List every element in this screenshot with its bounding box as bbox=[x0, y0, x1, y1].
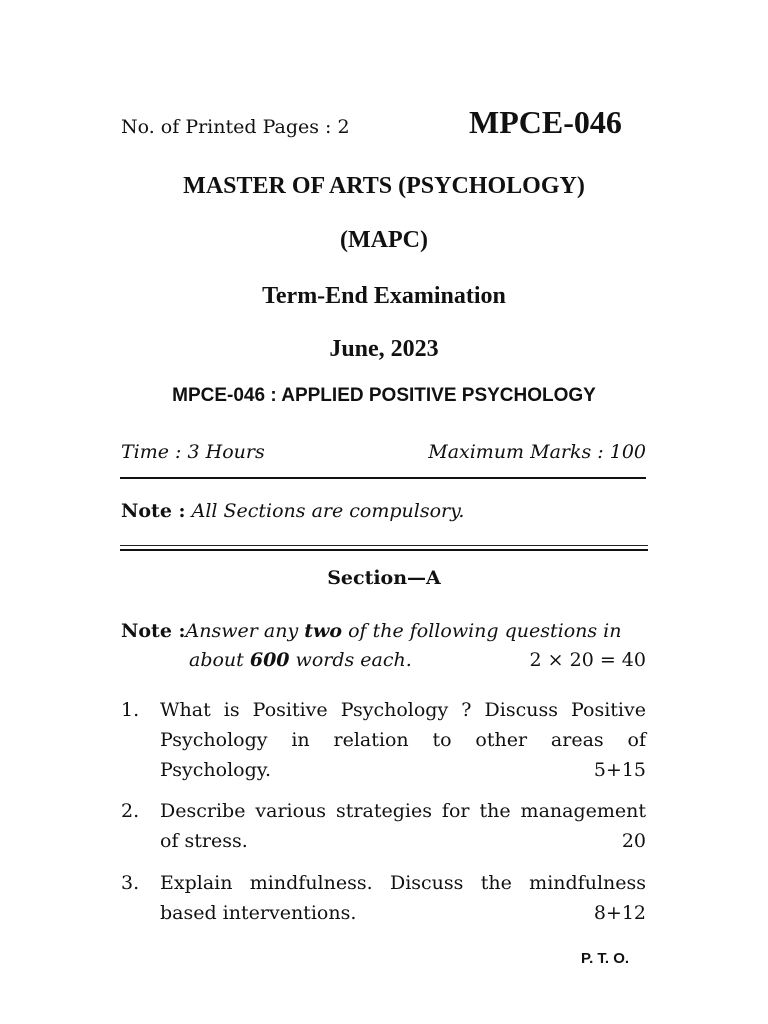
time-marks-row bbox=[121, 441, 646, 463]
general-note bbox=[121, 500, 646, 522]
section-note-bold-2: 600 bbox=[249, 649, 290, 671]
maximum-marks: Maximum Marks : 100 bbox=[428, 441, 646, 463]
exam-date: June, 2023 bbox=[329, 336, 439, 362]
time-allowed: Time : 3 Hours bbox=[121, 441, 265, 463]
question-marks: 20 bbox=[621, 830, 646, 852]
section-marks: 2 × 20 = 40 bbox=[529, 649, 646, 671]
double-divider-bottom bbox=[120, 549, 648, 551]
paper-code: MPCE-046 bbox=[469, 104, 622, 140]
printed-pages: No. of Printed Pages : 2 bbox=[121, 116, 350, 138]
general-note-label: Note : bbox=[121, 500, 186, 522]
section-note bbox=[121, 617, 646, 671]
question-text-line: What is Positive Psychology ? Discuss Positive bbox=[160, 699, 646, 721]
section-note-text-1: Answer any bbox=[185, 620, 305, 642]
question-text-line: Describe various strategies for the management bbox=[160, 800, 646, 822]
question-marks: 8+12 bbox=[593, 902, 646, 924]
programme-code: (MAPC) bbox=[340, 227, 428, 253]
section-heading: Section—A bbox=[327, 567, 441, 589]
section-note-bold-1: two bbox=[304, 620, 343, 642]
question-number: 1. bbox=[121, 699, 140, 721]
question-text-line: Explain mindfulness. Discuss the mindfulness bbox=[160, 872, 646, 894]
course-title: MPCE-046 : APPLIED POSITIVE PSYCHOLOGY bbox=[172, 385, 596, 406]
section-note-text-4: words each. bbox=[289, 649, 412, 671]
degree-title: MASTER OF ARTS (PSYCHOLOGY) bbox=[183, 173, 585, 199]
question-number: 2. bbox=[121, 800, 140, 822]
question-marks: 5+15 bbox=[593, 759, 646, 781]
question-text-line: Psychology in relation to other areas of bbox=[160, 729, 646, 751]
question-text-line: Psychology. bbox=[160, 759, 272, 781]
double-divider-top bbox=[120, 545, 648, 546]
section-note-text-3: about bbox=[189, 649, 250, 671]
question-number: 3. bbox=[121, 872, 140, 894]
divider bbox=[120, 477, 646, 479]
question-text-line: of stress. bbox=[160, 830, 248, 852]
general-note-text: All Sections are compulsory. bbox=[191, 500, 465, 522]
section-note-text-2: of the following questions in bbox=[342, 620, 622, 642]
exam-title: Term-End Examination bbox=[262, 283, 506, 309]
please-turn-over: P. T. O. bbox=[581, 950, 630, 967]
section-note-label: Note : bbox=[121, 620, 186, 642]
question-text-line: based interventions. bbox=[160, 902, 357, 924]
